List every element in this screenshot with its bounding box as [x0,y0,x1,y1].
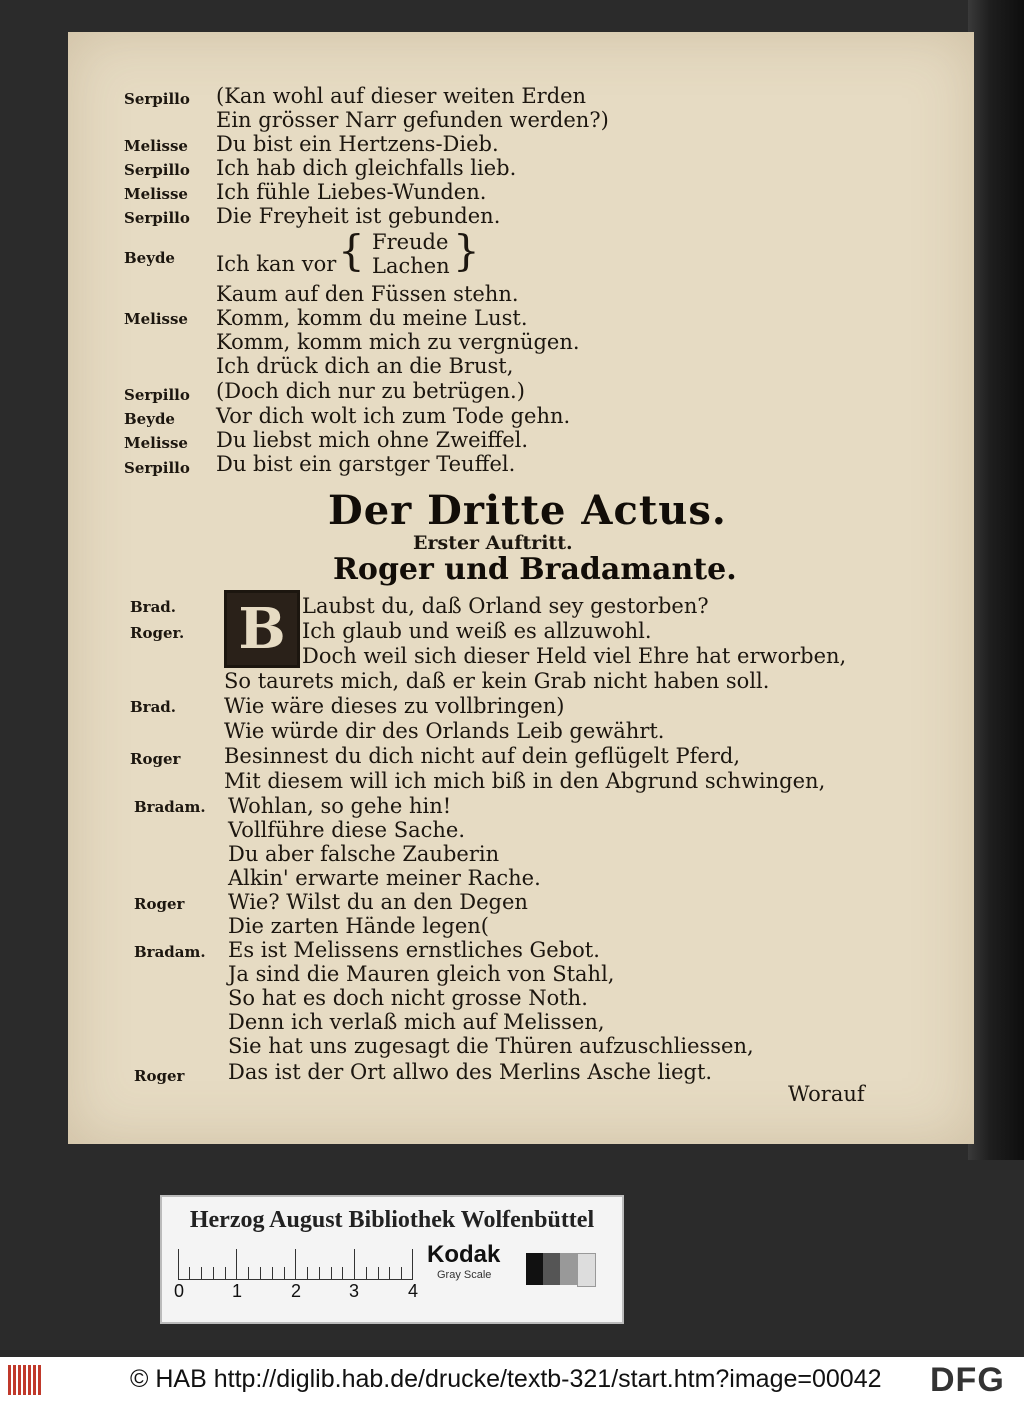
color-reference-card [160,1195,624,1324]
scale-number: 2 [291,1281,302,1301]
dfg-logo: DFG [930,1361,1005,1399]
text-line: Ich fühle Liebes-Wunden. [216,180,487,204]
gray-swatch [543,1253,560,1285]
speaker-label: Bradam. [134,798,206,816]
speaker-label: Serpillo [124,459,190,477]
text-line: Du bist ein Hertzens-Dieb. [216,132,499,156]
act-heading: Der Dritte Actus. [328,487,727,534]
speaker-label: Beyde [124,410,175,428]
text-line: Ich glaub und weiß es allzuwohl. [302,619,652,643]
book-page [68,32,974,1144]
text-line: Wohlan, so gehe hin! [228,794,452,818]
library-name: Herzog August Bibliothek Wolfenbüttel [189,1207,595,1233]
text-line: Mit diesem will ich mich biß in den Abgrund schwingen, [224,769,826,793]
text-line: Es ist Melissens ernstliches Gebot. [228,938,600,962]
speaker-label: Roger [134,895,185,913]
speaker-label: Serpillo [124,90,190,108]
speaker-label: Serpillo [124,161,190,179]
footer-bar [0,1357,1024,1403]
text-line: Du bist ein garstger Teuffel. [216,452,516,476]
text-line: Die zarten Hände legen( [228,914,489,938]
scale-number: 4 [408,1281,419,1301]
text-line: Alkin' erwarte meiner Rache. [228,866,541,890]
text-line: Du aber falsche Zauberin [228,842,500,866]
kodak-logo: Kodak [427,1241,501,1268]
text-line: Wie? Wilst du an den Degen [228,890,528,914]
text-line: So hat es doch nicht grosse Noth. [228,986,588,1010]
speaker-label: Roger [130,750,181,768]
text-line: (Doch dich nur zu betrügen.) [216,379,525,403]
speaker-label: Melisse [124,310,188,328]
brace-left: { [338,226,365,275]
text-line: Kaum auf den Füssen stehn. [216,282,519,306]
text-line: Komm, komm mich zu vergnügen. [216,330,580,354]
text-line: Komm, komm du meine Lust. [216,306,528,330]
text-line: Du liebst mich ohne Zweiffel. [216,428,529,452]
speaker-label: Melisse [124,137,188,155]
text-line: Wie wäre dieses zu vollbringen) [224,694,565,718]
speaker-label: Brad. [130,698,177,716]
text-line: Ich hab dich gleichfalls lieb. [216,156,517,180]
text-line: Ich drück dich an die Brust, [216,354,514,378]
brace-right: } [453,226,480,275]
text-line: So taurets mich, daß er kein Grab nicht haben soll. [224,669,770,693]
text-line: Vor dich wolt ich zum Tode gehn. [216,404,571,428]
speaker-label: Brad. [130,598,177,616]
text-line: Besinnest du dich nicht auf dein geflügelt Pferd, [224,744,740,768]
text-line: (Kan wohl auf dieser weiten Erden [216,84,587,108]
gray-swatch [526,1253,543,1285]
text-line: Lachen [372,254,450,278]
scale-number: 3 [349,1281,360,1301]
speaker-label: Roger. [130,624,185,642]
hab-logo-icon [8,1365,46,1395]
speaker-label: Melisse [124,185,188,203]
scale-number: 0 [174,1281,185,1301]
text-line: Freude [372,230,449,254]
speaker-label: Beyde [124,249,175,267]
source-link[interactable]: © HAB http://diglib.hab.de/drucke/textb-321/start.htm?image=00042 [130,1365,882,1393]
scene-number: Erster Auftritt. [413,532,573,554]
scale-ruler [178,1249,413,1280]
speaker-label: Melisse [124,434,188,452]
text-line: Vollführe diese Sache. [228,818,466,842]
text-line: Ich kan vor [216,252,337,276]
speaker-label: Serpillo [124,209,190,227]
decorated-initial: B [224,590,300,668]
gray-scale-label: Gray Scale [437,1269,492,1281]
speaker-label: Serpillo [124,386,190,404]
text-line: Das ist der Ort allwo des Merlins Asche liegt. [228,1060,713,1084]
text-line: Ja sind die Mauren gleich von Stahl, [228,962,615,986]
text-line: Sie hat uns zugesagt die Thüren aufzuschliessen, [228,1034,754,1058]
text-line: Denn ich verlaß mich auf Melissen, [228,1010,605,1034]
catchword: Worauf [788,1082,865,1106]
text-line: Wie würde dir des Orlands Leib gewährt. [224,719,665,743]
speaker-label: Roger [134,1067,185,1085]
scene-characters: Roger und Bradamante. [333,552,737,587]
gray-swatch [577,1253,596,1287]
text-line: Doch weil sich dieser Held viel Ehre hat erworben, [302,644,847,668]
text-line: Laubst du, daß Orland sey gestorben? [302,594,709,618]
gray-swatch [560,1253,577,1285]
speaker-label: Bradam. [134,943,206,961]
text-line: Die Freyheit ist gebunden. [216,204,501,228]
text-line: Ein grösser Narr gefunden werden?) [216,108,609,132]
book-spine [968,0,1024,1160]
scale-number: 1 [232,1281,243,1301]
